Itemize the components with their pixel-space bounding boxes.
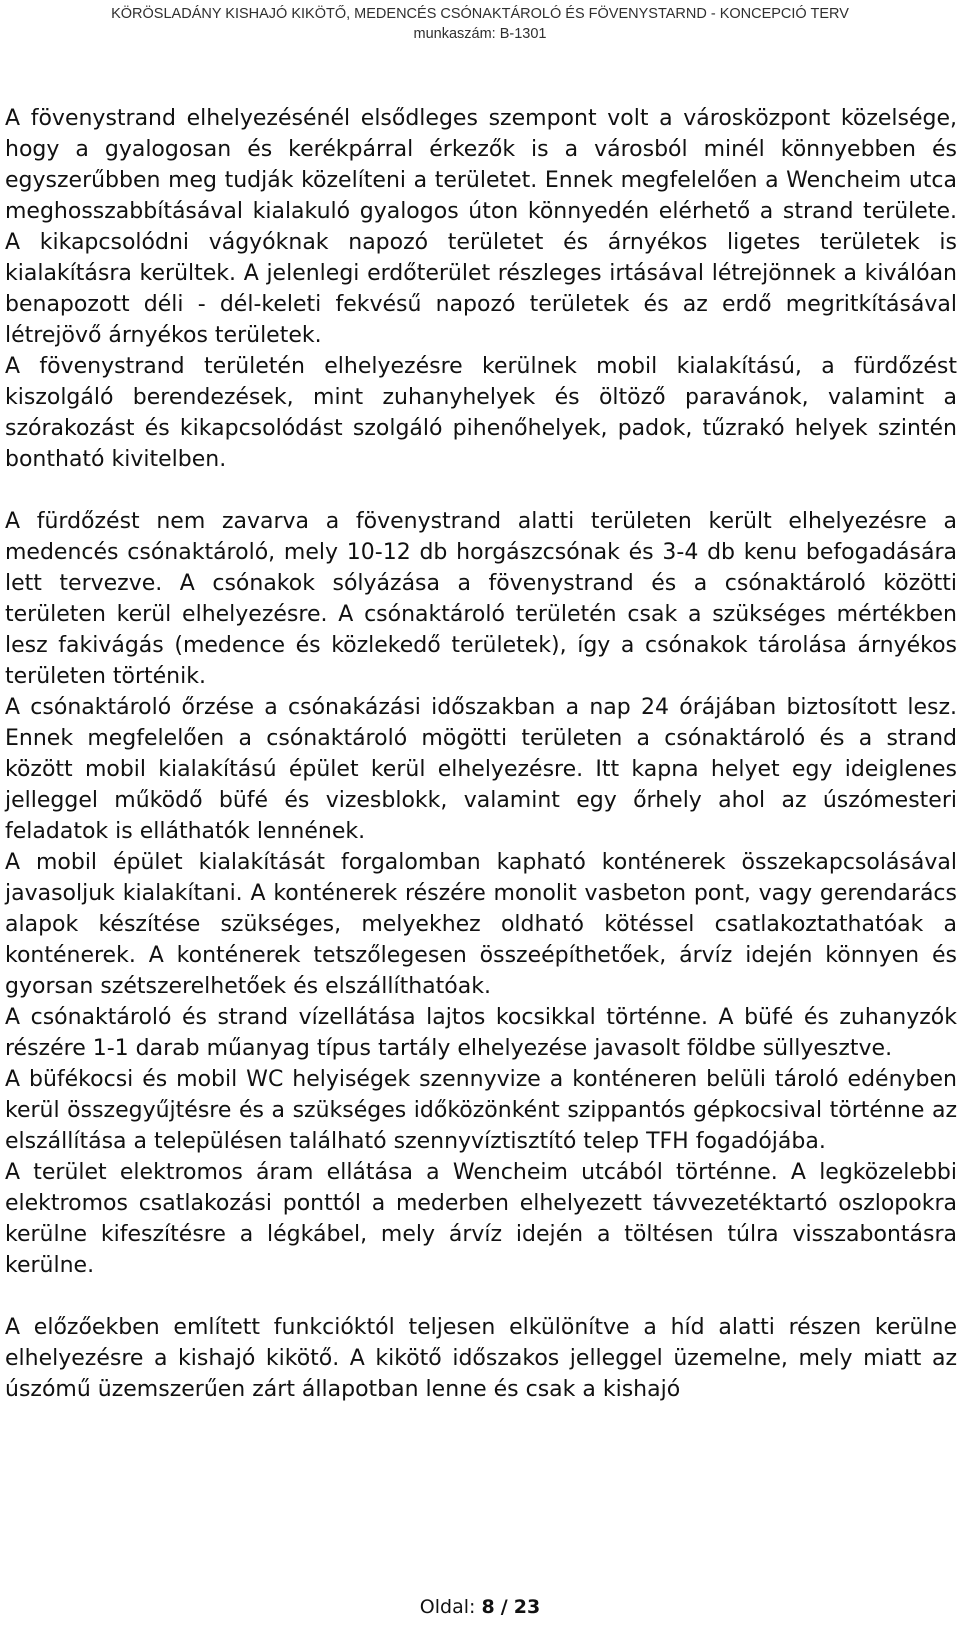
body-paragraph: A csónaktároló őrzése a csónakázási időszakban a nap 24 órájában biztosított lesz. Ennek megfelelően a csónaktároló mögötti területen a csónaktároló és a strand között mobil kialakítású épület kerül elhelyezésre. Itt kapna helyet egy ideiglenes jelleggel működő büfé és vizesblokk, valamint egy őrhely ahol az úszómesteri feladatok is elláthatók lennének.: [5, 695, 957, 844]
page-footer: [0, 1594, 960, 1620]
document-body: [5, 103, 957, 1405]
document-header: [0, 4, 960, 44]
body-paragraph: A előzőekben említett funkcióktól teljesen elkülönítve a híd alatti részen kerülne elhelyezésre a kishajó kikötő. A kikötő időszakos jelleggel üzemelne, mely miatt az úszómű üzemszerűen zárt állapotban lenne és csak a kishajó: [5, 1315, 957, 1402]
body-paragraph: A csónaktároló és strand vízellátása lajtos kocsikkal történne. A büfé és zuhanyzók részére 1-1 darab műanyag típus tartály elhelyezése javasolt földbe süllyesztve.: [5, 1005, 957, 1061]
body-paragraph: A mobil épület kialakítását forgalomban kapható konténerek összekapcsolásával javasoljuk kialakítani. A konténerek részére monolit vasbeton pont, vagy gerendarács alapok készítése szükséges, melyekhez oldható kötéssel csatlakoztathatóak a konténerek. A konténerek tetszőlegesen összeépíthetőek, árvíz idején könnyen és gyorsan szétszerelhetőek és elszállíthatóak.: [5, 850, 957, 999]
body-paragraph: A fövenystrand területén elhelyezésre kerülnek mobil kialakítású, a fürdőzést kiszolgáló berendezések, mint zuhanyhelyek és öltöző paravánok, valamint a szórakozást és kikapcsolódást szolgáló pihenőhelyek, padok, tűzrakó helyek szintén bontható kivitelben.: [5, 354, 957, 472]
header-title: KÖRÖSLADÁNY KISHAJÓ KIKÖTŐ, MEDENCÉS CSÓNAKTÁROLÓ ÉS FÖVENYSTARND - KONCEPCIÓ TERV: [111, 6, 849, 22]
page-separator: /: [500, 1596, 508, 1618]
body-paragraph: A fürdőzést nem zavarva a fövenystrand alatti területen került elhelyezésre a medencés csónaktároló, mely 10-12 db horgászcsónak és 3-4 db kenu befogadására lett tervezve. A csónakok sólyázása a fövenystrand és a csónaktároló közötti területen kerül elhelyezésre. A csónaktároló területén csak a szükséges mértékben lesz fakivágás (medence és közlekedő területek), így a csónakok tárolása árnyékos területen történik.: [5, 509, 957, 689]
body-paragraph: A fövenystrand elhelyezésénél elsődleges szempont volt a városközpont közelsége, hogy a gyalogosan és kerékpárral érkezők is a városból minél könnyebben és egyszerűbben meg tudják közelíteni a területet. Ennek megfelelően a Wencheim utca meghosszabbításával kialakuló gyalogos úton könnyedén elérhető a strand területe. A kikapcsolódni vágyóknak napozó területet és árnyékos ligetes területek is kialakításra kerültek. A jelenlegi erdőterület részleges irtásával létrejönnek a kiválóan benapozott déli - dél-keleti fekvésű napozó területek és az erdő megritkításával létrejövő árnyékos területek.: [5, 106, 957, 348]
page-label: Oldal:: [419, 1596, 476, 1618]
page-total: 23: [513, 1596, 541, 1618]
page-current: 8: [481, 1596, 495, 1618]
body-paragraph: A terület elektromos áram ellátása a Wencheim utcából történne. A legközelebbi elektromos csatlakozási ponttól a mederben elhelyezett távvezetéktartó oszlopokra kerülne kifeszítésre a légkábel, mely árvíz idején a töltésen túlra visszabontásra kerülne.: [5, 1160, 957, 1278]
body-paragraph: A büfékocsi és mobil WC helyiségek szennyvize a konténeren belüli tároló edényben kerül összegyűjtésre és a szükséges időközönként szippantós gépkocsival történne az elszállítása a településen található szennyvíztisztító telep TFH fogadójába.: [5, 1067, 957, 1154]
header-subtitle: munkaszám: B-1301: [413, 26, 547, 42]
